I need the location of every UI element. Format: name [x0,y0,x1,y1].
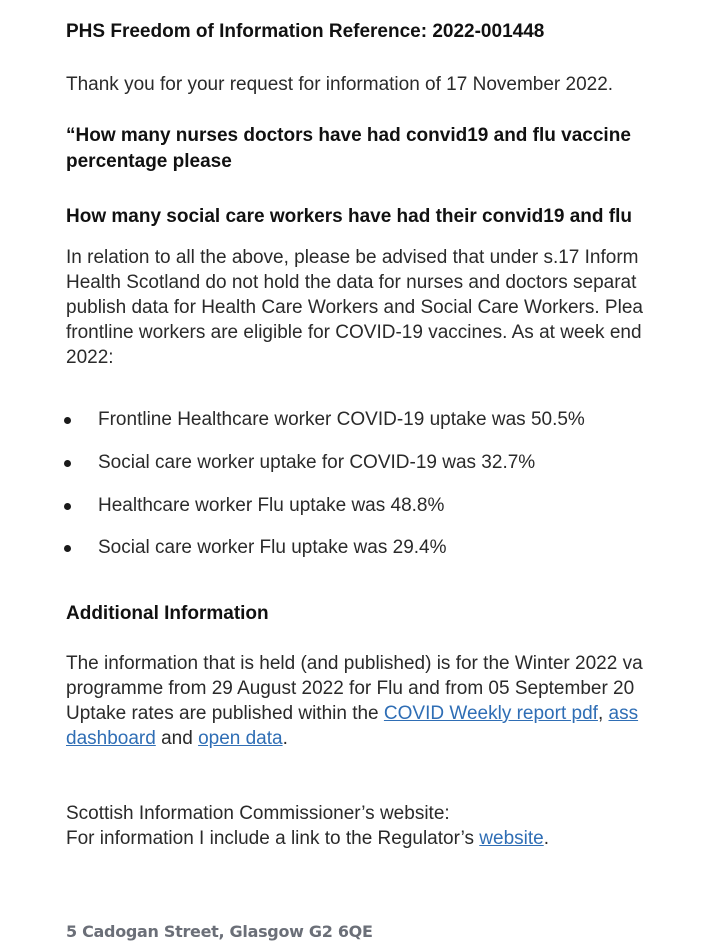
question-1-line-1: “How many nurses doctors have had convid19 and flu vaccine [66,125,631,146]
bullet-icon [64,417,71,424]
bullet-text: Social care worker uptake for COVID-19 was 32.7% [98,452,536,473]
additional-line-1: The information that is held (and published) is for the Winter 2022 va [66,653,643,674]
additional-information-heading: Additional Information [66,603,269,624]
bullet-icon [64,460,71,467]
bullet-icon [64,503,71,510]
response-line-3: publish data for Health Care Workers and Social Care Workers. Plea [66,297,643,318]
question-1-line-2: percentage please [66,151,232,172]
bullet-text: Frontline Healthcare worker COVID-19 uptake was 50.5% [98,409,585,430]
and-text: and [155,728,199,749]
bullet-text: Social care worker Flu uptake was 29.4% [98,537,447,558]
question-2: How many social care workers have had their convid19 and flu [66,206,632,227]
foi-reference-title: PHS Freedom of Information Reference: 2022-001448 [66,21,545,42]
regulator-website-link[interactable]: website [479,828,544,849]
period: . [543,828,549,849]
response-line-4: frontline workers are eligible for COVID-19 vaccines. As at week end [66,322,642,343]
dashboard-link[interactable]: dashboard [66,728,156,749]
footer-address: 5 Cadogan Street, Glasgow G2 6QE [66,922,373,941]
commissioner-heading: Scottish Information Commissioner’s website: [66,803,450,824]
additional-line-3-prefix: Uptake rates are published within the [66,703,384,724]
response-line-5: 2022: [66,347,114,368]
response-line-2: Health Scotland do not hold the data for nurses and doctors separat [66,272,637,293]
commissioner-line-2-prefix: For information I include a link to the Regulator’s [66,828,480,849]
intro-text: Thank you for your request for information of 17 November 2022. [66,74,614,95]
covid-weekly-report-link[interactable]: COVID Weekly report pdf [383,703,598,724]
open-data-link[interactable]: open data [198,728,283,749]
period: . [282,728,288,749]
commissioner-line-2 [66,828,549,850]
bullet-icon [64,545,71,552]
response-line-1: In relation to all the above, please be advised that under s.17 Inform [66,247,639,268]
additional-line-2: programme from 29 August 2022 for Flu and from 05 September 20 [66,678,635,699]
link-separator: , [597,703,609,724]
additional-line-4 [66,728,288,750]
additional-line-3 [66,703,638,725]
assessment-link[interactable]: ass [608,703,639,724]
bullet-text: Healthcare worker Flu uptake was 48.8% [98,495,445,516]
